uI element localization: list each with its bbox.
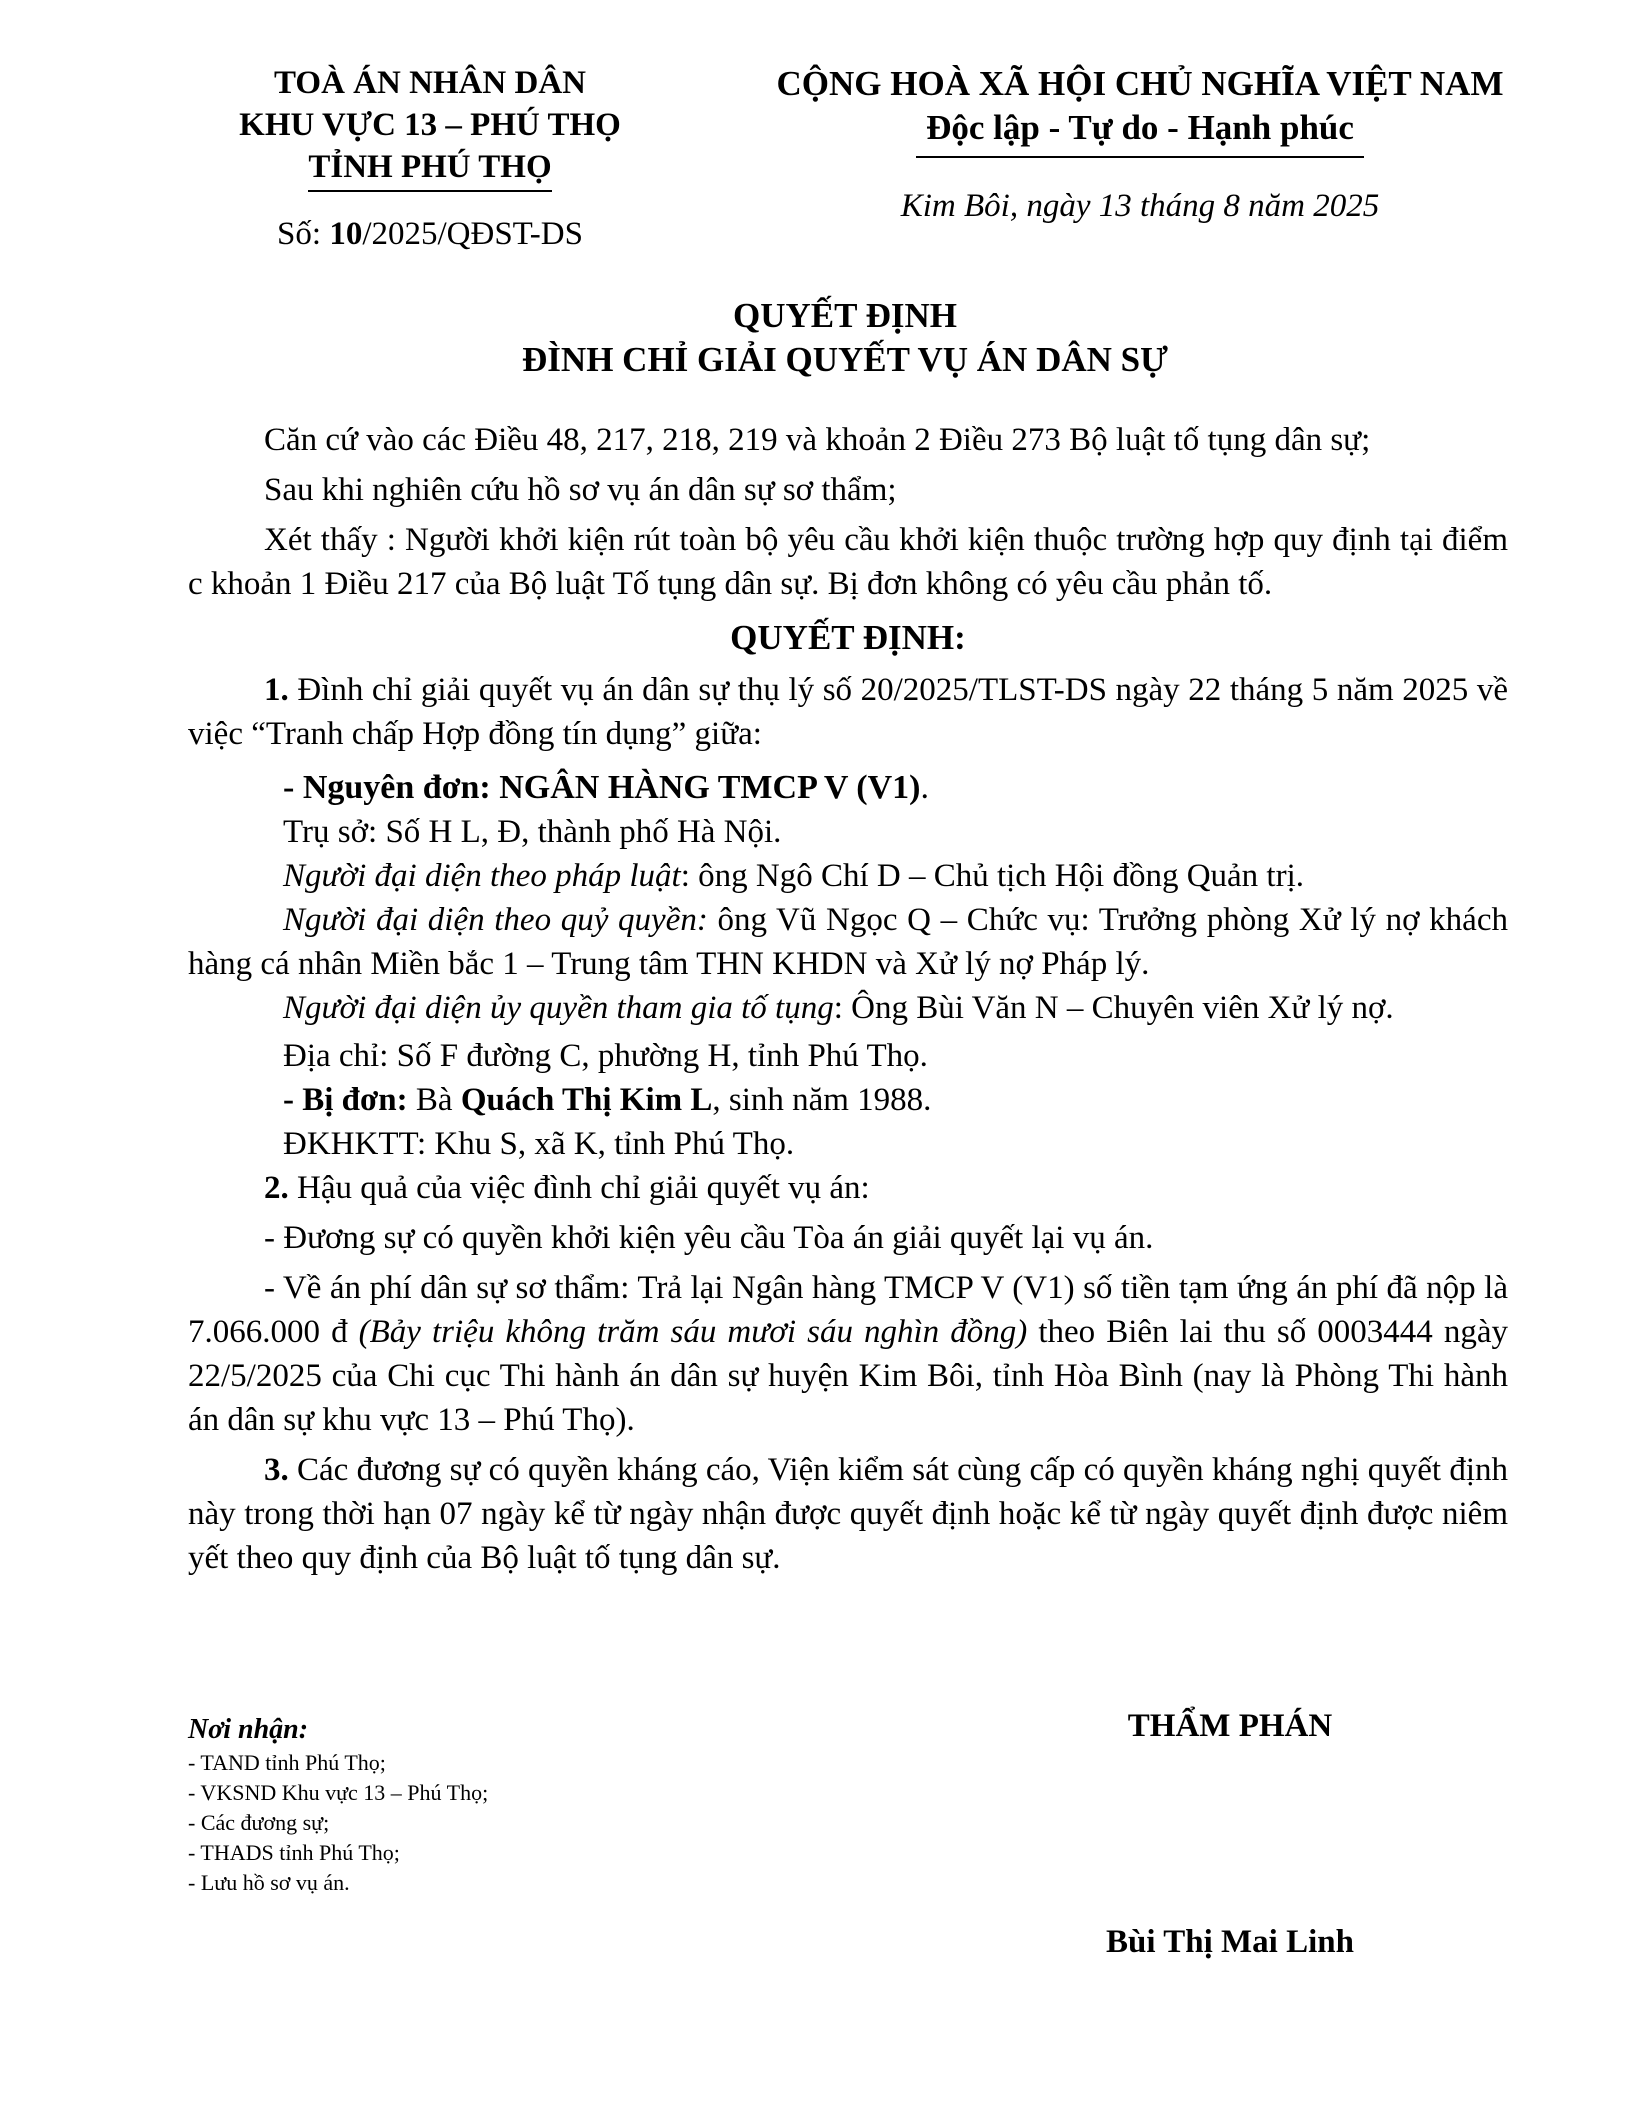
number-suffix: /2025/QĐST-DS (362, 216, 583, 252)
plaintiff-end: . (920, 769, 929, 806)
item3-text: Các đương sự có quyền kháng cáo, Viện kiểm sát cùng cấp có quyền kháng nghị quyết định này trong thời hạn 07 ngày kể từ ngày nhận được quyết định hoặc kể từ ngày quyết định được niêm yết theo quy định của Bộ luật tố tụng dân sự. (188, 1452, 1508, 1576)
lit-rep-line (188, 986, 1508, 1030)
item2-text: Hậu quả của việc đình chỉ giải quyết vụ án: (288, 1170, 870, 1206)
basis-paragraph: Căn cứ vào các Điều 48, 217, 218, 219 và khoản 2 Điều 273 Bộ luật tố tụng dân sự; (264, 422, 1371, 458)
legal-rep-line (188, 854, 1508, 898)
legal-rep-label: Người đại diện theo pháp luật (283, 858, 681, 894)
court-name-line3: TỈNH PHÚ THỌ (308, 146, 551, 192)
decision-number (210, 216, 650, 253)
signature-title: THẨM PHÁN (1127, 1708, 1333, 1744)
auth-rep-line (188, 898, 1508, 986)
national-header (720, 62, 1560, 158)
recipient-item: - TAND tỉnh Phú Thọ; (188, 1750, 386, 1775)
item2-paragraph (188, 1166, 1508, 1210)
decision-heading: QUYẾT ĐỊNH: (730, 618, 966, 657)
item2-b-paragraph (188, 1266, 1508, 1442)
recipient-item: - Các đương sự; (188, 1810, 330, 1835)
dkhktt-line: ĐKHKTT: Khu S, xã K, tỉnh Phú Thọ. (283, 1126, 795, 1162)
auth-rep-label: Người đại diện theo quỷ quyền: (283, 902, 708, 938)
date-line: Kim Bôi, ngày 13 tháng 8 năm 2025 (900, 188, 1380, 224)
lit-rep-label: Người đại diện ủy quyền tham gia tố tụng (283, 990, 834, 1026)
study-paragraph: Sau khi nghiên cứu hồ sơ vụ án dân sự sơ thẩm; (264, 472, 897, 508)
item2-b-amount-words: (Bảy triệu không trăm sáu mươi sáu nghìn đồng) (358, 1314, 1028, 1350)
item1-number: 1. (264, 672, 289, 708)
defendant-suffix: , sinh năm 1988. (712, 1082, 932, 1118)
plaintiff-line (188, 766, 1508, 810)
item2-number: 2. (264, 1170, 289, 1206)
number-bold: 10 (329, 216, 363, 252)
item2-b-part1: - Về án phí dân sự sơ thẩm: Trả lại Ngân hàng TMCP V (V1) số tiền tạm ứng án phí đã nộp là 7.066.000 đ (188, 1270, 1508, 1350)
national-motto: Độc lập - Tự do - Hạnh phúc (916, 106, 1364, 158)
defendant-prefix: Bà (407, 1082, 461, 1118)
plaintiff-label: - Nguyên đơn: NGÂN HÀNG TMCP V (V1) (283, 769, 921, 806)
recipient-item: - Lưu hồ sơ vụ án. (188, 1870, 350, 1895)
recipients-heading: Nơi nhận: (188, 1714, 309, 1745)
item1-paragraph (188, 668, 1508, 756)
defendant-line (188, 1078, 1508, 1122)
item3-number: 3. (264, 1452, 289, 1488)
defendant-label: - Bị đơn: (283, 1082, 408, 1118)
recipient-item: - VKSND Khu vực 13 – Phú Thọ; (188, 1780, 489, 1805)
title-line1: QUYẾT ĐỊNH (733, 296, 957, 335)
defendant-name: Quách Thị Kim L (460, 1082, 713, 1118)
legal-rep-text: : ông Ngô Chí D – Chủ tịch Hội đồng Quản trị. (680, 858, 1304, 894)
item2-a-paragraph: - Đương sự có quyền khởi kiện yêu cầu Tòa án giải quyết lại vụ án. (264, 1220, 1154, 1256)
consider-paragraph: Xét thấy : Người khởi kiện rút toàn bộ yêu cầu khởi kiện thuộc trường hợp quy định tại điểm c khoản 1 Điều 217 của Bộ luật Tố tụng dân sự. Bị đơn không có yêu cầu phản tố. (188, 522, 1508, 602)
court-name-line1: TOÀ ÁN NHÂN DÂN (274, 65, 586, 101)
item1-text: Đình chỉ giải quyết vụ án dân sự thụ lý số 20/2025/TLST-DS ngày 22 tháng 5 năm 2025 về việc “Tranh chấp Hợp đồng tín dụng” giữa: (188, 672, 1508, 752)
recipients-block (188, 1712, 808, 1898)
number-prefix: Số: (277, 216, 330, 252)
lit-rep-text: : Ông Bùi Văn N – Chuyên viên Xử lý nợ. (833, 990, 1394, 1026)
auth-rep-text: ông Vũ Ngọc Q – Chức vụ: Trưởng phòng Xử lý nợ khách hàng cá nhân Miền bắc 1 – Trung tâm THN KHDN và Xử lý nợ Pháp lý. (188, 902, 1508, 982)
recipient-item: - THADS tỉnh Phú Thọ; (188, 1840, 400, 1865)
item3-paragraph (188, 1448, 1508, 1580)
address-line: Địa chỉ: Số F đường C, phường H, tỉnh Phú Thọ. (283, 1038, 928, 1074)
title-line2: ĐÌNH CHỈ GIẢI QUYẾT VỤ ÁN DÂN SỰ (522, 340, 1168, 379)
court-header (210, 62, 650, 192)
nation-title: CỘNG HOÀ XÃ HỘI CHỦ NGHĨA VIỆT NAM (776, 64, 1504, 103)
signature-name: Bùi Thị Mai Linh (1106, 1924, 1354, 1960)
item2-b-part3: theo Biên lai thu số 0003444 ngày 22/5/2025 của Chi cục Thi hành án dân sự huyện Kim Bôi, tỉnh Hòa Bình (nay là Phòng Thi hành án dân sự khu vực 13 – Phú Thọ). (188, 1314, 1509, 1438)
hq-line: Trụ sở: Số H L, Đ, thành phố Hà Nội. (283, 814, 782, 850)
document-body (188, 418, 1508, 1580)
court-name-line2: KHU VỰC 13 – PHÚ THỌ (239, 107, 621, 143)
